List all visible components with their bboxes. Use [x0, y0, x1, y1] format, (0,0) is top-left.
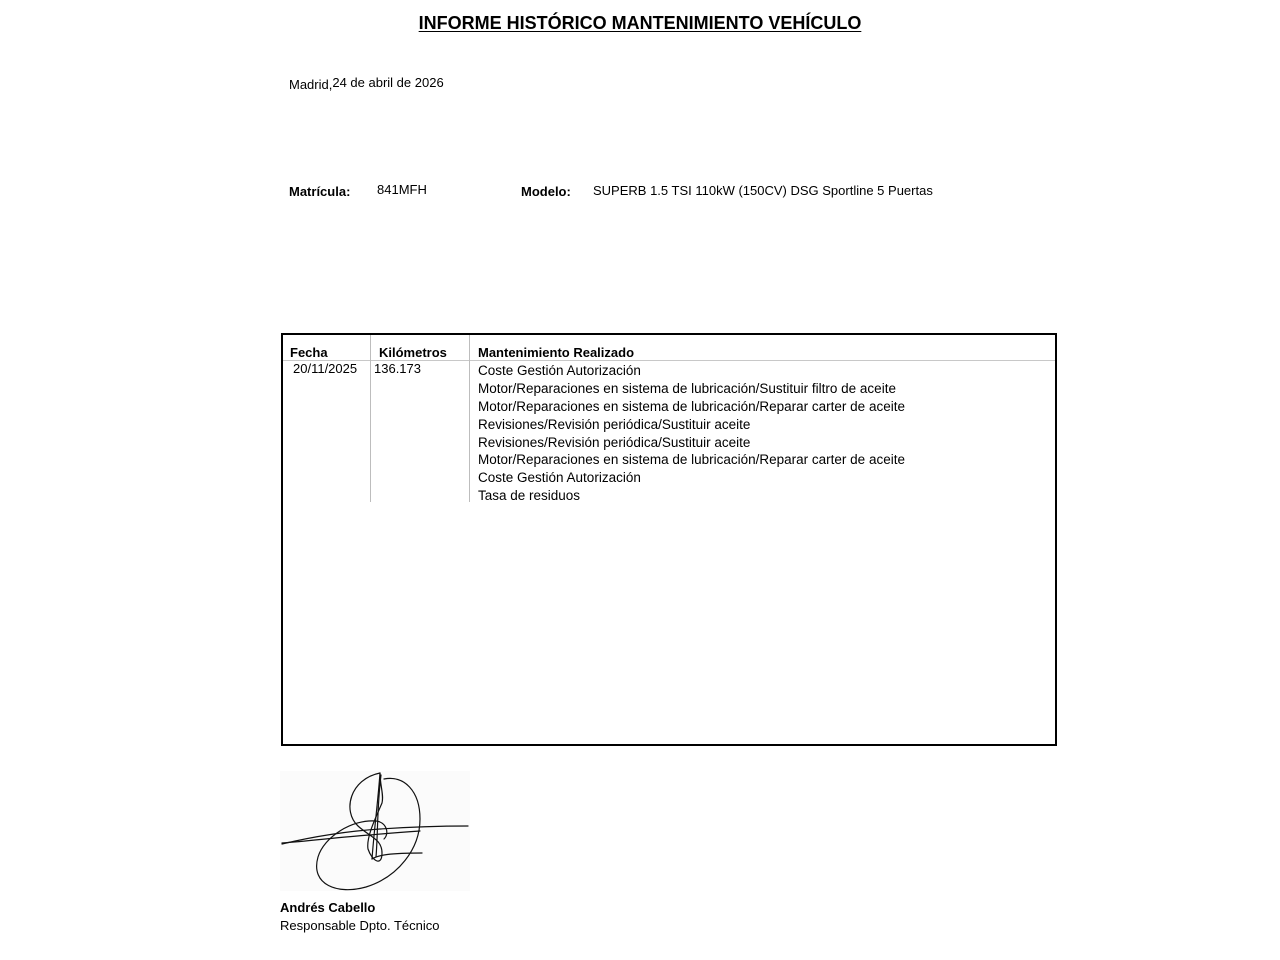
header-work: Mantenimiento Realizado: [478, 345, 635, 360]
row-date: 20/11/2025: [293, 361, 358, 376]
column-divider-km: [469, 335, 470, 502]
list-item: Coste Gestión Autorización: [478, 363, 641, 378]
list-item: Motor/Reparaciones en sistema de lubricación/Sustituir filtro de aceite: [478, 380, 896, 396]
list-item: Motor/Reparaciones en sistema de lubricación/Reparar carter de aceite: [478, 398, 905, 414]
signature-image: [280, 771, 470, 891]
signer-name: Andrés Cabello: [280, 900, 376, 915]
list-item: Tasa de residuos: [478, 488, 581, 504]
header-date: Fecha: [290, 345, 328, 360]
city: Madrid,: [289, 77, 333, 92]
header-km: Kilómetros: [379, 345, 447, 360]
list-item: Revisiones/Revisión periódica/Sustituir aceite: [478, 434, 751, 450]
list-item: Motor/Reparaciones en sistema de lubricación/Reparar carter de aceite: [478, 452, 905, 468]
document-title: INFORME HISTÓRICO MANTENIMIENTO VEHÍCULO: [418, 13, 862, 33]
signer-role: Responsable Dpto. Técnico: [280, 918, 440, 933]
column-divider-date: [370, 335, 371, 502]
report-date: 24 de abril de 2026: [332, 75, 444, 90]
plate-value: 841MFH: [377, 182, 427, 197]
signature-drawing: [280, 771, 470, 891]
maintenance-table: [281, 333, 1057, 746]
row-km: 136.173: [374, 361, 421, 376]
model-label: Modelo:: [521, 184, 571, 199]
list-item: Coste Gestión Autorización: [478, 470, 641, 486]
model-value: SUPERB 1.5 TSI 110kW (150CV) DSG Sportline 5 Puertas: [593, 183, 933, 198]
maintenance-items: [478, 362, 905, 505]
list-item: Revisiones/Revisión periódica/Sustituir aceite: [478, 416, 751, 432]
plate-label: Matrícula:: [289, 184, 351, 199]
date-line: [289, 75, 444, 90]
